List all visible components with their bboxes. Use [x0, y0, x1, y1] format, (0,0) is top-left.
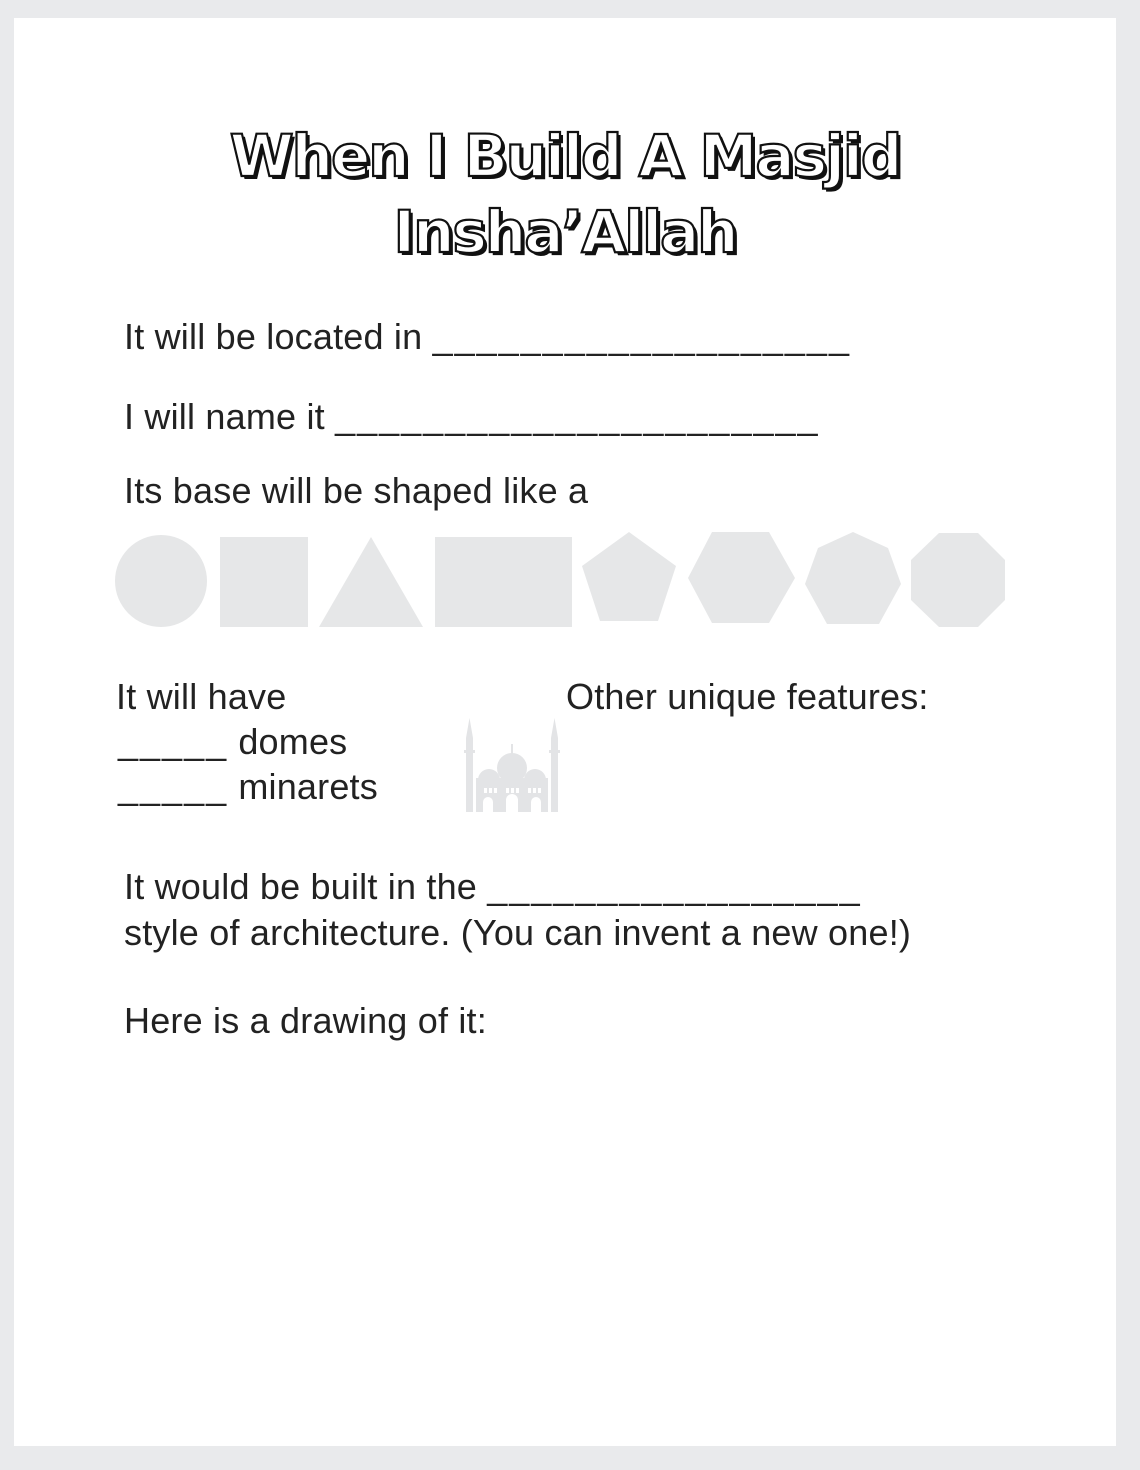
- domes-row: [118, 721, 347, 763]
- base-shapes-row: [14, 18, 1116, 718]
- style-label: It would be built in the: [124, 866, 478, 907]
- domes-label: domes: [238, 721, 348, 762]
- features-label: Other unique features:: [566, 676, 929, 717]
- browser-top-strip: [0, 0, 1140, 10]
- name-blank: ______________________: [335, 396, 820, 437]
- base-shape-prompt: Its base will be shaped like a: [124, 470, 589, 511]
- octagon-shape: [911, 533, 1005, 627]
- minarets-row: [118, 766, 378, 808]
- style-line-2: style of architecture. (You can invent a new one!): [124, 912, 912, 953]
- drawing-label: Here is a drawing of it:: [124, 1000, 487, 1041]
- located-blank: ___________________: [432, 316, 851, 357]
- name-label: I will name it: [124, 396, 325, 437]
- heptagon-shape: [805, 532, 901, 624]
- minarets-blank: _____: [118, 766, 229, 807]
- have-label: It will have: [116, 676, 287, 717]
- circle-shape: [115, 535, 207, 627]
- worksheet-page: [14, 18, 1116, 1446]
- domes-blank: _____: [118, 721, 229, 762]
- pentagon-shape: [582, 532, 676, 621]
- title-line-2: Insha’Allah: [393, 198, 737, 266]
- title-line-1: When I Build A Masjid: [229, 122, 901, 190]
- rectangle-shape: [435, 537, 572, 627]
- square-shape: [220, 537, 308, 627]
- located-label: It will be located in: [124, 316, 423, 357]
- hexagon-shape: [688, 532, 795, 623]
- style-blank: _________________: [487, 866, 862, 907]
- style-prompt: [124, 866, 862, 908]
- triangle-shape: [319, 537, 423, 627]
- mosque-icon: [460, 716, 564, 812]
- minarets-label: minarets: [238, 766, 378, 807]
